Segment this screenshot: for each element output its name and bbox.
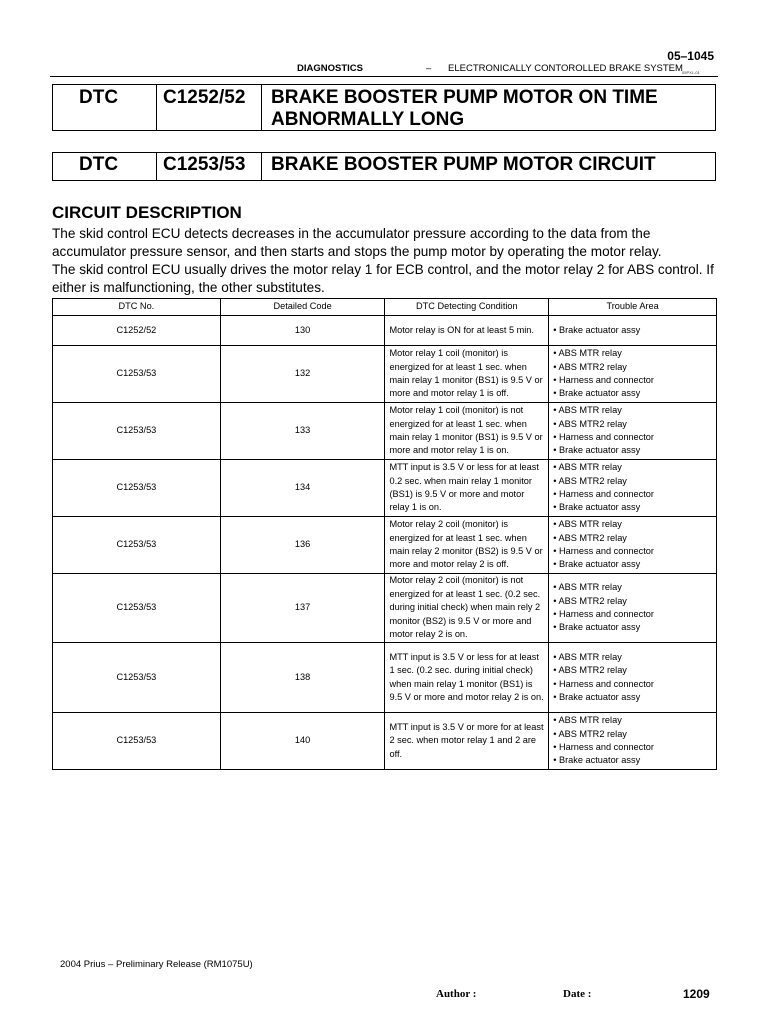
section-title: DIAGNOSTICS	[297, 63, 363, 74]
circuit-description	[52, 225, 718, 297]
table-header-row	[53, 299, 717, 316]
table-body	[53, 316, 717, 770]
trouble-area-item: • ABS MTR relay	[553, 582, 622, 593]
header-trouble-area: Trouble Area	[549, 299, 717, 316]
page-number: 05–1045	[667, 49, 714, 63]
detecting-condition-cell: MTT input is 3.5 V or less for at least 0.2 sec. when main relay 1 monitor (BS1) is 9.5 V or more and motor relay 1 is on.	[385, 460, 549, 517]
table-row	[53, 460, 717, 517]
trouble-area-item: • Brake actuator assy	[553, 324, 641, 335]
table-row	[53, 574, 717, 643]
trouble-area-cell	[549, 713, 717, 770]
trouble-area-item: • ABS MTR2 relay	[553, 532, 627, 543]
detecting-condition-cell: Motor relay 2 coil (monitor) is energized for at least 1 sec. when main relay 2 monitor (BS2) is 9.5 V or more and motor relay 2 is off.	[385, 517, 549, 574]
trouble-area-item: • Harness and connector	[553, 375, 654, 385]
trouble-area-item: • ABS MTR2 relay	[553, 475, 627, 486]
table-row	[53, 316, 717, 346]
trouble-area-item: • Brake actuator assy	[553, 559, 641, 570]
table-row	[53, 346, 717, 403]
trouble-area-item: • ABS MTR relay	[553, 462, 622, 473]
header-separator: –	[426, 63, 432, 74]
trouble-area-item: • ABS MTR2 relay	[553, 361, 627, 372]
trouble-area-item: • ABS MTR relay	[553, 715, 622, 726]
document-code: 05PXL-01	[682, 70, 700, 75]
trouble-area-cell	[549, 403, 717, 460]
trouble-area-cell	[549, 574, 717, 643]
dtc-label: DTC	[53, 85, 157, 130]
detecting-condition-cell: Motor relay is ON for at least 5 min.	[385, 316, 549, 346]
dtc-block-c1253	[52, 152, 716, 181]
detecting-condition-cell: Motor relay 1 coil (monitor) is not energized for at least 1 sec. when main relay 1 monitor (BS1) is 9.5 V or more and motor relay 1 is on.	[385, 403, 549, 460]
detailed-code-cell: 133	[220, 403, 385, 460]
table-row	[53, 643, 717, 713]
system-title: ELECTRONICALLY CONTOROLLED BRAKE SYSTEM	[448, 63, 683, 74]
trouble-area-item: • Brake actuator assy	[553, 445, 641, 456]
header-detailed-code: Detailed Code	[220, 299, 385, 316]
dtc-number-cell: C1253/53	[53, 643, 221, 713]
description-paragraph: The skid control ECU usually drives the motor relay 1 for ECB control, and the motor relay 2 for ABS control. If either is malfunctioning, the other substitutes.	[52, 262, 714, 295]
table-row	[53, 403, 717, 460]
dtc-number-cell: C1252/52	[53, 316, 221, 346]
dtc-number-cell: C1253/53	[53, 574, 221, 643]
table-row	[53, 713, 717, 770]
dtc-code: C1253/53	[157, 153, 262, 180]
trouble-area-item: • Brake actuator assy	[553, 622, 641, 633]
dtc-title: BRAKE BOOSTER PUMP MOTOR CIRCUIT	[271, 154, 656, 175]
detailed-code-cell: 130	[220, 316, 385, 346]
dtc-number-cell: C1253/53	[53, 517, 221, 574]
trouble-area-item: • Harness and connector	[553, 742, 654, 752]
trouble-area-item: • ABS MTR relay	[553, 348, 622, 359]
trouble-area-cell	[549, 316, 717, 346]
trouble-area-item: • Harness and connector	[553, 432, 654, 442]
trouble-area-item: • Brake actuator assy	[553, 502, 641, 513]
detailed-code-cell: 132	[220, 346, 385, 403]
detecting-condition-cell: Motor relay 2 coil (monitor) is not energized for at least 1 sec. (0.2 sec. during initial check) when main rely 2 monitor (BS2) is 9.5 V or more and motor relay 2 is on.	[385, 574, 549, 643]
header-rule	[50, 76, 718, 77]
trouble-area-item: • ABS MTR relay	[553, 405, 622, 416]
trouble-area-item: • ABS MTR relay	[553, 651, 622, 662]
trouble-area-cell	[549, 460, 717, 517]
trouble-area-item: • Harness and connector	[553, 546, 654, 556]
detecting-condition-cell: MTT input is 3.5 V or less for at least 1 sec. (0.2 sec. during initial check) when main relay 1 monitor (BS1) is 9.5 V or more and motor relay 2 is on.	[385, 643, 549, 713]
trouble-area-item: • Harness and connector	[553, 489, 654, 499]
header-dtc-no: DTC No.	[53, 299, 221, 316]
trouble-area-item: • ABS MTR2 relay	[553, 418, 627, 429]
detailed-code-cell: 136	[220, 517, 385, 574]
trouble-area-item: • Brake actuator assy	[553, 388, 641, 399]
dtc-number-cell: C1253/53	[53, 346, 221, 403]
header-detecting-condition: DTC Detecting Condition	[385, 299, 549, 316]
dtc-number-cell: C1253/53	[53, 403, 221, 460]
trouble-area-item: • ABS MTR2 relay	[553, 595, 627, 606]
detecting-condition-cell: MTT input is 3.5 V or more for at least 2 sec. when motor relay 1 and 2 are off.	[385, 713, 549, 770]
trouble-area-cell	[549, 517, 717, 574]
dtc-code: C1252/52	[157, 85, 262, 130]
dtc-table	[52, 298, 717, 770]
footer-page-number: 1209	[683, 987, 710, 1001]
trouble-area-cell	[549, 346, 717, 403]
trouble-area-cell	[549, 643, 717, 713]
detailed-code-cell: 137	[220, 574, 385, 643]
dtc-number-cell: C1253/53	[53, 460, 221, 517]
detailed-code-cell: 134	[220, 460, 385, 517]
date-label: Date :	[563, 988, 592, 1000]
circuit-description-heading: CIRCUIT DESCRIPTION	[52, 203, 242, 222]
trouble-area-item: • ABS MTR2 relay	[553, 665, 627, 676]
trouble-area-item: • Harness and connector	[553, 678, 654, 689]
detecting-condition-cell: Motor relay 1 coil (monitor) is energized for at least 1 sec. when main relay 1 monitor (BS1) is 9.5 V or more and motor relay 1 is off.	[385, 346, 549, 403]
dtc-label: DTC	[53, 153, 157, 180]
author-label: Author :	[436, 988, 477, 1000]
trouble-area-item: • Brake actuator assy	[553, 755, 641, 766]
trouble-area-item: • ABS MTR relay	[553, 519, 622, 530]
table-row	[53, 517, 717, 574]
detailed-code-cell: 140	[220, 713, 385, 770]
dtc-number-cell: C1253/53	[53, 713, 221, 770]
description-paragraph: The skid control ECU detects decreases in the accumulator pressure according to the data from the accumulator pressure sensor, and then starts and stops the pump motor by operating the motor relay.	[52, 226, 662, 259]
trouble-area-item: • Harness and connector	[553, 609, 654, 619]
dtc-block-c1252	[52, 84, 716, 131]
detailed-code-cell: 138	[220, 643, 385, 713]
release-note: 2004 Prius – Preliminary Release (RM1075U)	[60, 959, 253, 970]
trouble-area-item: • Brake actuator assy	[553, 691, 641, 702]
dtc-title: BRAKE BOOSTER PUMP MOTOR ON TIME ABNORMALLY LONG	[271, 87, 658, 130]
trouble-area-item: • ABS MTR2 relay	[553, 728, 627, 739]
